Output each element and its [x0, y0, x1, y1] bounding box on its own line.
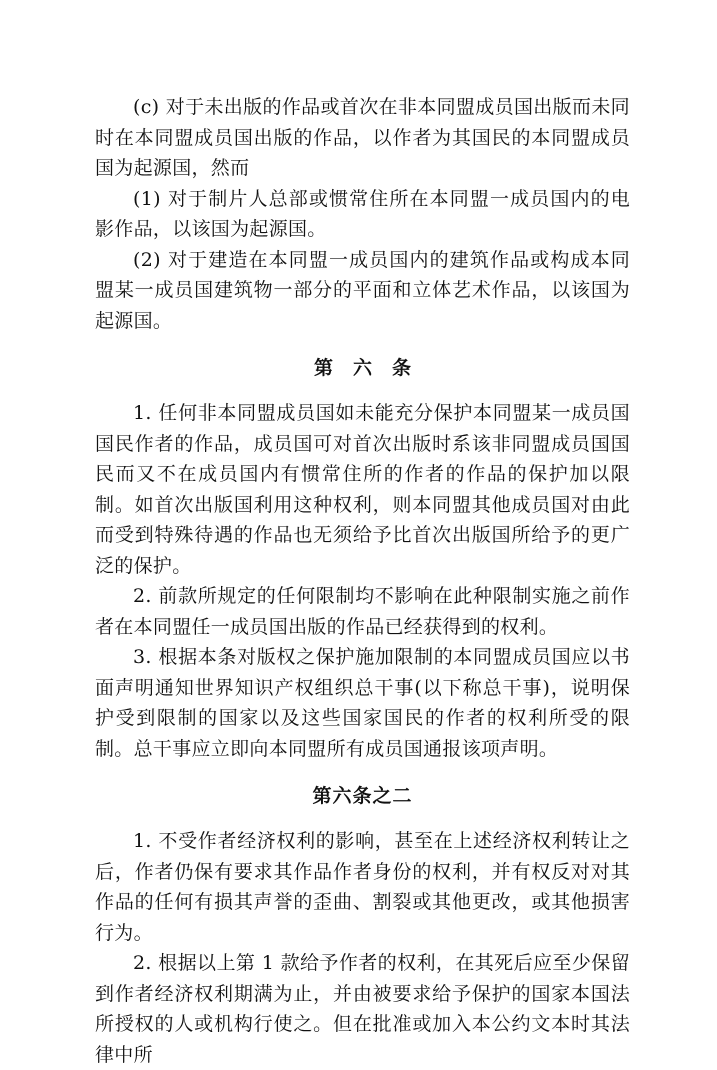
article6bis-para-1: 1. 不受作者经济权利的影响，甚至在上述经济权利转让之后，作者仍保有要求其作品作者身份的权利，并有权反对对其作品的任何有损其声誉的歪曲、割裂或其他更改，或其他损害行为。: [95, 830, 630, 944]
article6-para-2: 2. 前款所规定的任何限制均不影响在此种限制实施之前作者在本同盟任一成员国出版的作品已经获得到的权利。: [95, 585, 630, 638]
article6-para-3: 3. 根据本条对版权之保护施加限制的本同盟成员国应以书面声明通知世界知识产权组织总干事(以下称总干事)，说明保护受到限制的国家以及这些国家国民的作者的权利所受的限制。总干事应立即向本同盟所有成员国通报该项声明。: [95, 646, 630, 760]
article5-para-c1: (1) 对于制片人总部或惯常住所在本同盟一成员国内的电影作品，以该国为起源国。: [95, 187, 630, 240]
article6bis-para-2: 2. 根据以上第 1 款给予作者的权利，在其死后应至少保留到作者经济权利期满为止，并由被要求给予保护的国家本国法所授权的人或机构行使之。但在批准或加入本公约文本时其法律中所: [95, 952, 630, 1066]
document-page: [95, 92, 630, 1070]
article6-para-1: 1. 任何非本同盟成员国如未能充分保护本同盟某一成员国国民作者的作品，成员国可对首次出版时系该非同盟成员国国民而又不在成员国内有惯常住所的作者的作品的保护加以限制。如首次出版国利用这种权利，则本同盟其他成员国对由此而受到特殊待遇的作品也无须给予比首次出版国所给予的更广泛的保护。: [95, 402, 630, 577]
article5-para-c: (c) 对于未出版的作品或首次在非本同盟成员国出版而未同时在本同盟成员国出版的作品，以作者为其国民的本同盟成员国为起源国，然而: [95, 96, 630, 179]
article5-para-c2: (2) 对于建造在本同盟一成员国内的建筑作品或构成本同盟某一成员国建筑物一部分的平面和立体艺术作品，以该国为起源国。: [95, 248, 630, 332]
article6-heading: 第六条: [313, 357, 431, 379]
article6bis-heading: 第六条之二: [312, 785, 413, 807]
